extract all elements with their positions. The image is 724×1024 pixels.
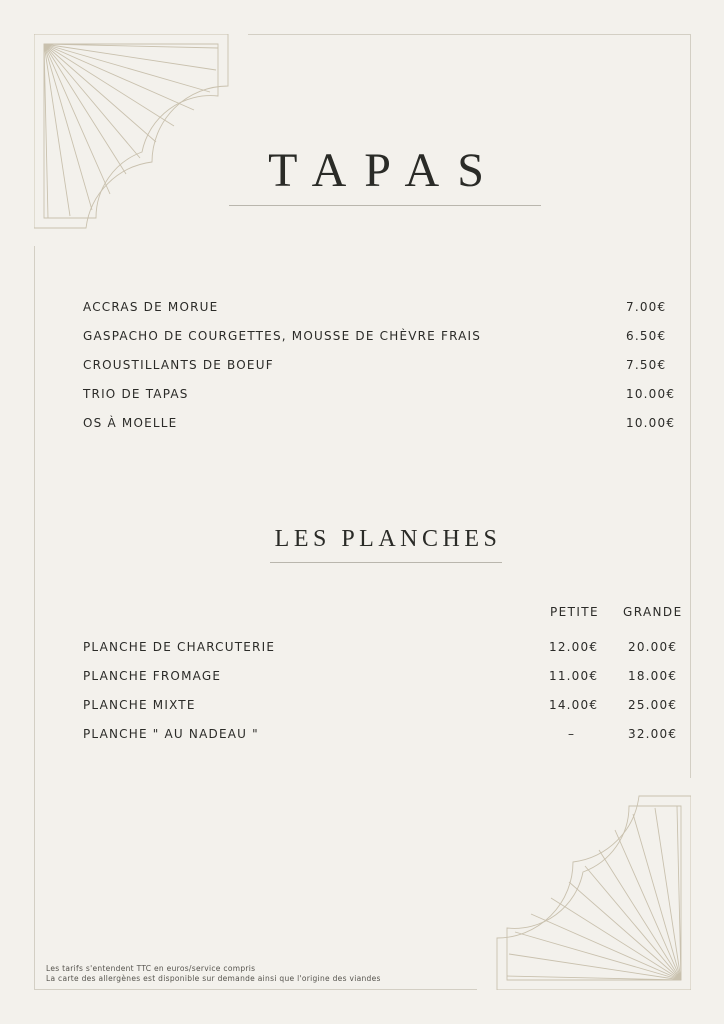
item-name: PLANCHE FROMAGE xyxy=(83,669,222,683)
menu-item xyxy=(83,638,683,656)
menu-item xyxy=(83,696,683,714)
menu-item xyxy=(83,298,683,316)
item-name: ACCRAS DE MORUE xyxy=(83,300,219,314)
item-price-grande: 32.00€ xyxy=(628,727,678,741)
item-price-grande: 25.00€ xyxy=(628,698,678,712)
item-price-petite: 11.00€ xyxy=(549,669,599,683)
menu-item xyxy=(83,356,683,374)
subtitle-underline xyxy=(270,562,502,563)
frame-bottom-line xyxy=(34,989,477,990)
fan-ornament-bottom-right xyxy=(491,790,691,990)
item-price-petite: 14.00€ xyxy=(549,698,599,712)
item-name: TRIO DE TAPAS xyxy=(83,387,189,401)
menu-item xyxy=(83,327,683,345)
frame-left-line xyxy=(34,246,35,990)
column-header-grande: GRANDE xyxy=(623,605,683,619)
item-price-petite: 12.00€ xyxy=(549,640,599,654)
item-price: 10.00€ xyxy=(626,416,676,430)
item-price-grande: 18.00€ xyxy=(628,669,678,683)
item-price: 6.50€ xyxy=(626,329,667,343)
fan-ornament-top-left xyxy=(34,34,234,234)
item-name: PLANCHE DE CHARCUTERIE xyxy=(83,640,276,654)
item-name: GASPACHO DE COURGETTES, MOUSSE DE CHÈVRE FRAIS xyxy=(83,329,482,343)
item-price-grande: 20.00€ xyxy=(628,640,678,654)
footnote-prices: Les tarifs s'entendent TTC en euros/service compris xyxy=(46,964,256,973)
item-price: 7.50€ xyxy=(626,358,667,372)
title-underline xyxy=(229,205,541,206)
item-price-petite: – xyxy=(568,727,576,741)
item-price: 7.00€ xyxy=(626,300,667,314)
item-name: OS À MOELLE xyxy=(83,416,178,430)
menu-item xyxy=(83,725,683,743)
section-title-tapas: TAPAS xyxy=(268,144,502,197)
item-price: 10.00€ xyxy=(626,387,676,401)
column-header-petite: PETITE xyxy=(550,605,599,619)
footnote-allergens: La carte des allergènes est disponible sur demande ainsi que l'origine des viandes xyxy=(46,974,381,983)
item-name: PLANCHE MIXTE xyxy=(83,698,196,712)
section-title-planches: LES PLANCHES xyxy=(274,526,502,552)
menu-item xyxy=(83,414,683,432)
menu-item xyxy=(83,385,683,403)
item-name: PLANCHE " AU NADEAU " xyxy=(83,727,259,741)
item-name: CROUSTILLANTS DE BOEUF xyxy=(83,358,274,372)
frame-top-line xyxy=(248,34,691,35)
menu-item xyxy=(83,667,683,685)
